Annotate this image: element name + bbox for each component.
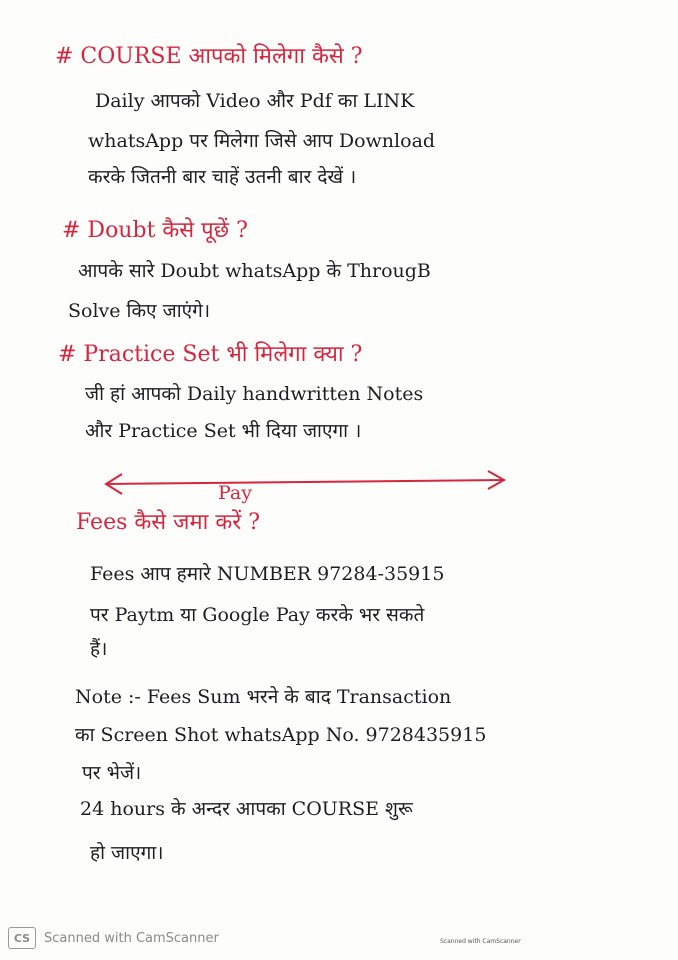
pay-correction-label: Pay <box>218 482 252 504</box>
note-line-2: का Screen Shot whatsApp No. 9728435915 <box>75 724 487 746</box>
divider-double-arrow <box>100 468 510 496</box>
note-line-4: 24 hours के अन्दर आपका COURSE शुरू <box>80 798 413 820</box>
course-heading: # COURSE आपको मिलेगा कैसे ? <box>55 44 363 69</box>
camscanner-small-label: Scanned with CamScanner <box>440 938 521 945</box>
note-line-1: Note :- Fees Sum भरने के बाद Transaction <box>75 686 452 708</box>
doubt-heading: # Doubt कैसे पूछें ? <box>62 218 248 243</box>
practice-line-1: जी हां आपको Daily handwritten Notes <box>85 383 424 405</box>
fees-line-1: Fees आप हमारे NUMBER 97284-35915 <box>90 563 445 585</box>
note-line-5: हो जाएगा। <box>90 842 164 864</box>
camscanner-footer <box>8 927 219 949</box>
course-line-3: करके जितनी बार चाहें उतनी बार देखें । <box>88 166 357 188</box>
camscanner-label: Scanned with CamScanner <box>44 930 219 946</box>
course-line-2: whatsApp पर मिलेगा जिसे आप Download <box>88 130 436 152</box>
practice-line-2: और Practice Set भी दिया जाएगा । <box>85 420 362 442</box>
fees-line-3: हैं। <box>90 638 108 660</box>
fees-heading: Fees कैसे जमा करें ? <box>76 510 260 535</box>
doubt-line-1: आपके सारे Doubt whatsApp के ThrougB <box>78 260 431 282</box>
fees-line-2: पर Paytm या Google Pay करके भर सकते <box>90 604 425 626</box>
doubt-line-2: Solve किए जाएंगे। <box>68 300 211 322</box>
practice-heading: # Practice Set भी मिलेगा क्या ? <box>58 342 363 367</box>
course-line-1: Daily आपको Video और Pdf का LINK <box>95 90 415 112</box>
camscanner-logo-icon: CS <box>8 927 36 949</box>
note-line-3: पर भेजें। <box>82 762 142 784</box>
